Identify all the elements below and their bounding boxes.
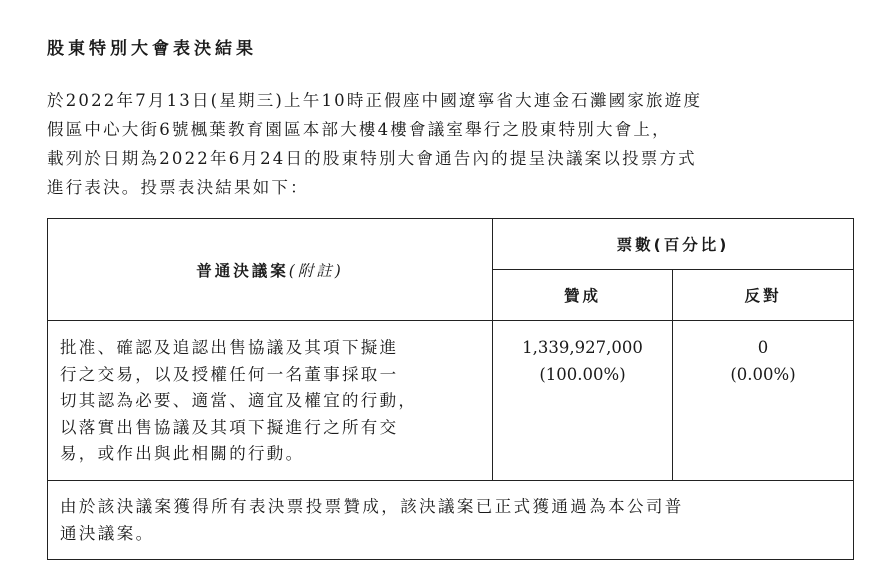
section-heading: 股東特別大會表決結果 (47, 39, 257, 59)
poll-results-table (47, 218, 854, 560)
resolution-line: 以落實出售協議及其項下擬進行之所有交 (60, 417, 399, 437)
resolution-header-note: (附註) (288, 261, 344, 280)
intro-line: 於2022年7月13日(星期三)上午10時正假座中國遼寧省大連金石灘國家旅遊度 (47, 91, 703, 110)
resolution-header-cell (48, 219, 493, 321)
intro-paragraph (47, 86, 857, 202)
against-percentage: (0.00%) (730, 364, 796, 384)
resolution-line: 批准、確認及追認出售協議及其項下擬進 (60, 338, 399, 357)
result-note-line: 由於該決議案獲得所有表決票投票贊成，該決議案已正式獲通過為本公司普 (60, 496, 684, 516)
resolution-header: 普通決議案 (196, 261, 289, 280)
result-note-line: 通決議案。 (60, 523, 155, 543)
against-header: 反對 (673, 270, 854, 321)
resolution-line: 行之交易，以及授權任何一名董事採取一 (60, 364, 399, 384)
intro-line: 假區中心大街6號楓葉教育園區本部大樓4樓會議室舉行之股東特別大會上， (47, 120, 671, 139)
resolution-text-cell (48, 321, 493, 481)
resolution-line: 易，或作出與此相關的行動。 (60, 444, 305, 463)
for-votes-cell (493, 321, 673, 481)
intro-line: 載列於日期為2022年6月24日的股東特別大會通告內的提呈決議案以投票方式 (47, 149, 697, 168)
for-header: 贊成 (493, 270, 673, 321)
for-votes: 1,339,927,000 (522, 338, 643, 357)
against-votes-cell (673, 321, 854, 481)
intro-line: 進行表決。投票表決結果如下： (47, 178, 309, 197)
result-note-cell (48, 480, 854, 559)
resolution-line: 切其認為必要、適當、適宜及權宜的行動， (60, 391, 418, 410)
votes-header: 票數(百分比) (493, 219, 854, 270)
against-votes: 0 (757, 338, 769, 357)
for-percentage: (100.00%) (539, 364, 626, 384)
